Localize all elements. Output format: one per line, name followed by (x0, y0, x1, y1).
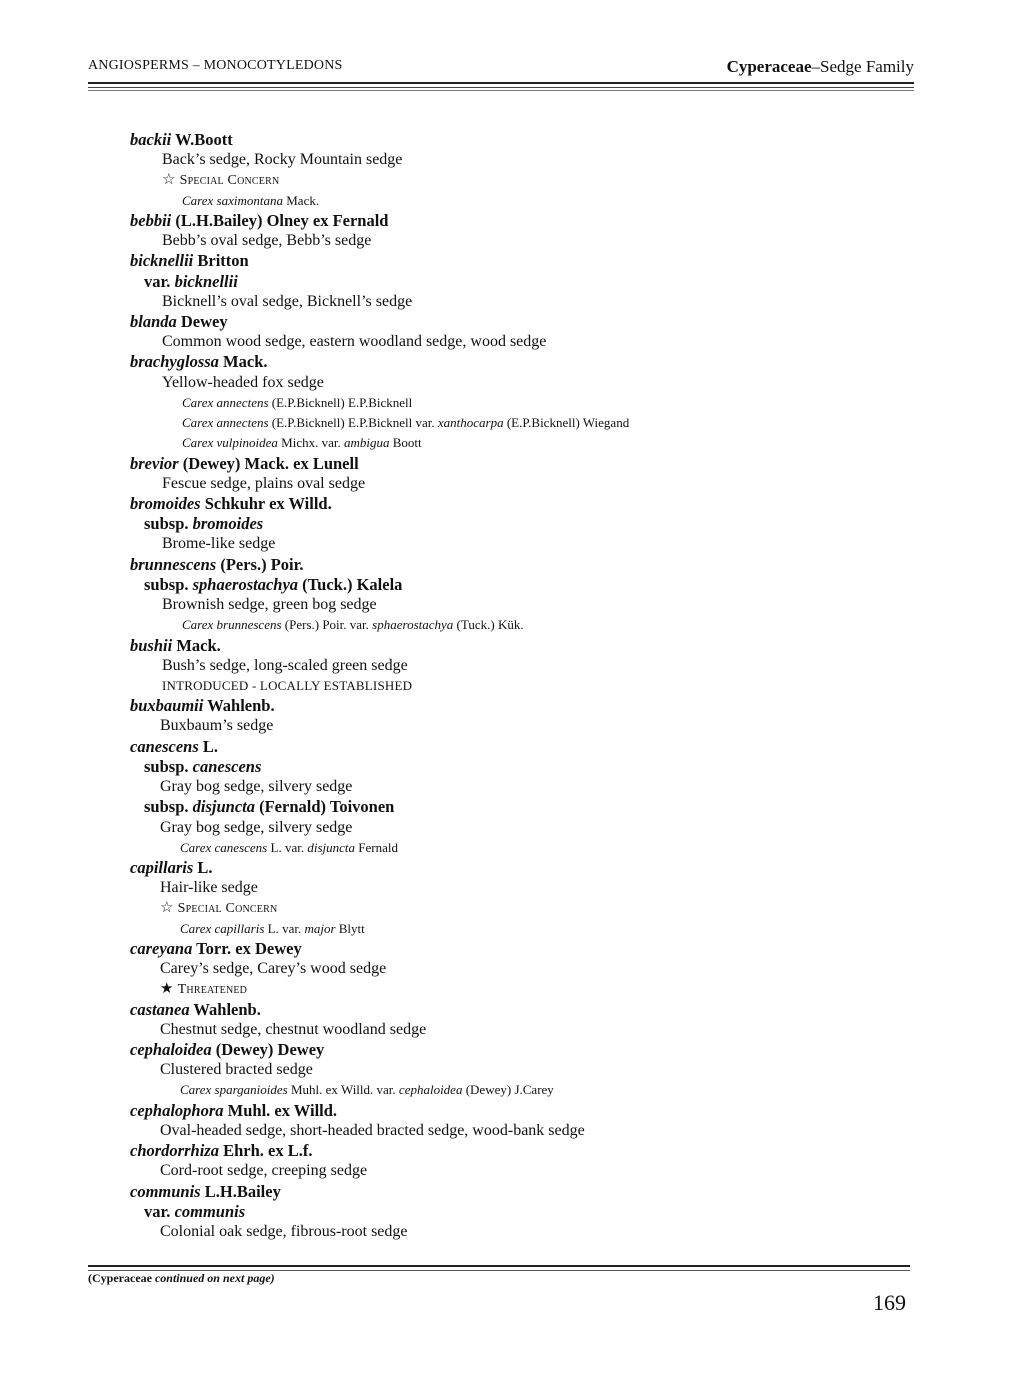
synonym-author: L. var. (270, 839, 305, 855)
synonym (182, 433, 422, 453)
list-item (130, 636, 221, 656)
synonym (182, 393, 412, 413)
species-epithet: brunnescens (130, 554, 217, 574)
list-item (130, 1040, 324, 1060)
rank-label: subsp. (144, 514, 189, 534)
common-names: Bebb’s oval sedge, Bebb’s sedge (162, 232, 372, 250)
species-epithet: bushii (130, 635, 173, 655)
synonym (182, 413, 629, 433)
running-header-left: ANGIOSPERMS – MONOCOTYLEDONS (88, 58, 343, 73)
synonym-variety: cephaloidea (398, 1082, 463, 1098)
common-names: Bicknell’s oval sedge, Bicknell’s sedge (162, 292, 413, 310)
rank-label: subsp. (144, 797, 189, 817)
common-names: Clustered bracted sedge (160, 1061, 313, 1079)
synonym-variety: xanthocarpa (437, 415, 504, 431)
common-names: Buxbaum’s sedge (160, 717, 274, 735)
common-names: Brownish sedge, green bog sedge (162, 596, 377, 614)
synonym-variety-author: (E.P.Bicknell) Wiegand (506, 415, 630, 431)
synonym-variety-author: Fernald (358, 839, 398, 855)
synonym-variety: ambigua (344, 435, 390, 451)
author-citation: L. (202, 736, 219, 756)
author-citation: L. (197, 858, 213, 877)
common-names: Bush’s sedge, long-scaled green sedge (162, 656, 408, 674)
species-epithet: chordorrhiza (130, 1141, 219, 1161)
list-item (144, 797, 394, 817)
author-citation: Britton (197, 251, 249, 271)
list-item (130, 858, 213, 878)
author-citation: Wahlenb. (207, 696, 275, 716)
author-citation: Mack. (176, 635, 221, 655)
author-citation: (Dewey) Dewey (215, 1040, 325, 1059)
conservation-status (160, 979, 247, 1000)
common-names: Hair-like sedge (160, 879, 258, 897)
author-citation: Dewey (180, 312, 228, 331)
common-names: Fescue sedge, plains oval sedge (162, 474, 366, 492)
family-common-name: –Sedge Family (811, 57, 914, 76)
synonym (182, 615, 524, 635)
synonym-variety: disjuncta (307, 839, 355, 855)
status-label: INTRODUCED - LOCALLY ESTABLISHED (162, 678, 413, 693)
common-names: Oval-headed sedge, short-headed bracted sedge, wood-bank sedge (160, 1121, 585, 1139)
author-citation: Ehrh. ex L.f. (223, 1141, 313, 1161)
conservation-status (162, 676, 412, 696)
author-citation: Wahlenb. (193, 999, 261, 1019)
infraspecific-epithet: bromoides (192, 514, 264, 534)
list-item (144, 575, 402, 595)
species-epithet: communis (130, 1181, 201, 1201)
list-item (130, 312, 228, 332)
synonym-name: Carex annectens (182, 394, 269, 410)
list-item (130, 1182, 281, 1202)
footer-rule (88, 1265, 910, 1267)
synonym (182, 191, 319, 211)
synonym-variety-author: Boott (392, 435, 422, 451)
infraspecific-epithet: bicknellii (174, 271, 238, 291)
continuation-note: (Cyperaceae continued on next page) (88, 1271, 275, 1285)
synonym-author: Mack. (286, 192, 320, 208)
species-epithet: buxbaumii (130, 696, 204, 716)
species-epithet: bicknellii (130, 251, 194, 271)
list-item (130, 555, 304, 575)
synonym (180, 1080, 554, 1100)
filled-star-icon: ★ (160, 981, 174, 998)
synonym-author: (Pers.) Poir. var. (284, 617, 369, 633)
common-names: Gray bog sedge, silvery sedge (160, 818, 353, 836)
common-names: Carey’s sedge, Carey’s wood sedge (160, 960, 387, 978)
status-label: Special Concern (179, 173, 280, 189)
common-names: Gray bog sedge, silvery sedge (160, 778, 353, 796)
synonym-name: Carex capillaris (180, 920, 265, 936)
outline-star-icon: ☆ (160, 900, 174, 917)
common-names: Back’s sedge, Rocky Mountain sedge (162, 151, 403, 169)
species-epithet: bromoides (130, 494, 201, 513)
infraspecific-epithet: communis (174, 1201, 246, 1221)
synonym-name: Carex brunnescens (182, 617, 282, 633)
list-item (130, 251, 249, 271)
family-name: Cyperaceae (726, 57, 812, 76)
rank-label: subsp. (144, 756, 189, 776)
species-epithet: cephaloidea (130, 1040, 212, 1059)
list-item (144, 514, 263, 534)
author-citation: (Dewey) Mack. ex Lunell (182, 453, 359, 473)
list-item (130, 352, 268, 372)
conservation-status (160, 898, 277, 919)
list-item (144, 272, 238, 292)
synonym (180, 838, 398, 858)
infraspecific-epithet: disjuncta (192, 797, 255, 817)
species-epithet: canescens (130, 736, 199, 756)
synonym-variety: sphaerostachya (372, 617, 454, 633)
common-names: Chestnut sedge, chestnut woodland sedge (160, 1020, 427, 1038)
author-citation: (Fernald) Toivonen (259, 797, 395, 817)
species-epithet: blanda (130, 312, 177, 331)
synonym-author: (E.P.Bicknell) E.P.Bicknell var. (271, 415, 435, 431)
rank-label: var. (144, 271, 171, 291)
status-label: Special Concern (177, 901, 278, 917)
common-names: Colonial oak sedge, fibrous-root sedge (160, 1223, 408, 1240)
status-label: Threatened (177, 982, 248, 998)
species-epithet: careyana (130, 938, 193, 958)
synonym-author: Muhl. ex Willd. var. (290, 1082, 396, 1098)
synonym-author: Michx. var. (281, 435, 341, 451)
species-epithet: brachyglossa (130, 352, 219, 372)
author-citation: Muhl. ex Willd. (227, 1100, 338, 1120)
synonym-variety: major (304, 920, 336, 936)
page-number: 169 (873, 1290, 906, 1315)
synonym-author: (E.P.Bicknell) E.P.Bicknell (271, 394, 413, 410)
species-epithet: bebbii (130, 210, 172, 230)
author-citation: Torr. ex Dewey (196, 938, 302, 958)
list-item (130, 737, 218, 757)
author-citation: Schkuhr ex Willd. (204, 494, 332, 513)
synonym-name: Carex sparganioides (180, 1082, 288, 1098)
synonym-name: Carex annectens (182, 415, 269, 431)
list-item (130, 494, 332, 514)
synonym (180, 919, 365, 939)
common-names: Brome-like sedge (162, 535, 276, 553)
author-citation: L.H.Bailey (204, 1181, 281, 1201)
common-names: Yellow-headed fox sedge (162, 373, 324, 391)
common-names: Cord-root sedge, creeping sedge (160, 1162, 368, 1180)
list-item (130, 696, 275, 716)
synonym-variety-author: (Dewey) J.Carey (465, 1082, 554, 1098)
outline-star-icon: ☆ (162, 172, 176, 189)
species-epithet: capillaris (130, 858, 194, 877)
author-citation: W.Boott (175, 130, 233, 149)
synonym-name: Carex canescens (180, 839, 268, 855)
synonym-variety-author: (Tuck.) Kük. (456, 617, 524, 633)
rank-label: var. (144, 1201, 171, 1221)
author-citation: (L.H.Bailey) Olney ex Fernald (175, 210, 389, 230)
list-item (144, 757, 261, 777)
list-item (130, 1101, 337, 1121)
species-epithet: brevior (130, 453, 179, 473)
species-epithet: castanea (130, 999, 190, 1019)
species-epithet: backii (130, 130, 172, 149)
infraspecific-epithet: canescens (192, 756, 262, 776)
rank-label: subsp. (144, 574, 189, 594)
list-item (130, 1141, 312, 1161)
list-item (130, 1000, 261, 1020)
author-citation: (Pers.) Poir. (220, 554, 304, 574)
infraspecific-epithet: sphaerostachya (192, 574, 299, 594)
synonym-variety-author: Blytt (338, 920, 365, 936)
author-citation: Mack. (223, 352, 268, 372)
species-epithet: cephalophora (130, 1100, 224, 1120)
list-item (130, 211, 388, 231)
list-item (144, 1202, 245, 1222)
list-item (130, 130, 233, 150)
synonym-author: L. var. (267, 920, 302, 936)
synonym-name: Carex saximontana (182, 192, 283, 208)
list-item (130, 939, 302, 959)
common-names: Common wood sedge, eastern woodland sedge, wood sedge (162, 333, 547, 351)
author-citation: (Tuck.) Kalela (302, 574, 403, 594)
list-item (130, 454, 359, 474)
synonym-name: Carex vulpinoidea (182, 435, 278, 451)
conservation-status (162, 170, 279, 191)
